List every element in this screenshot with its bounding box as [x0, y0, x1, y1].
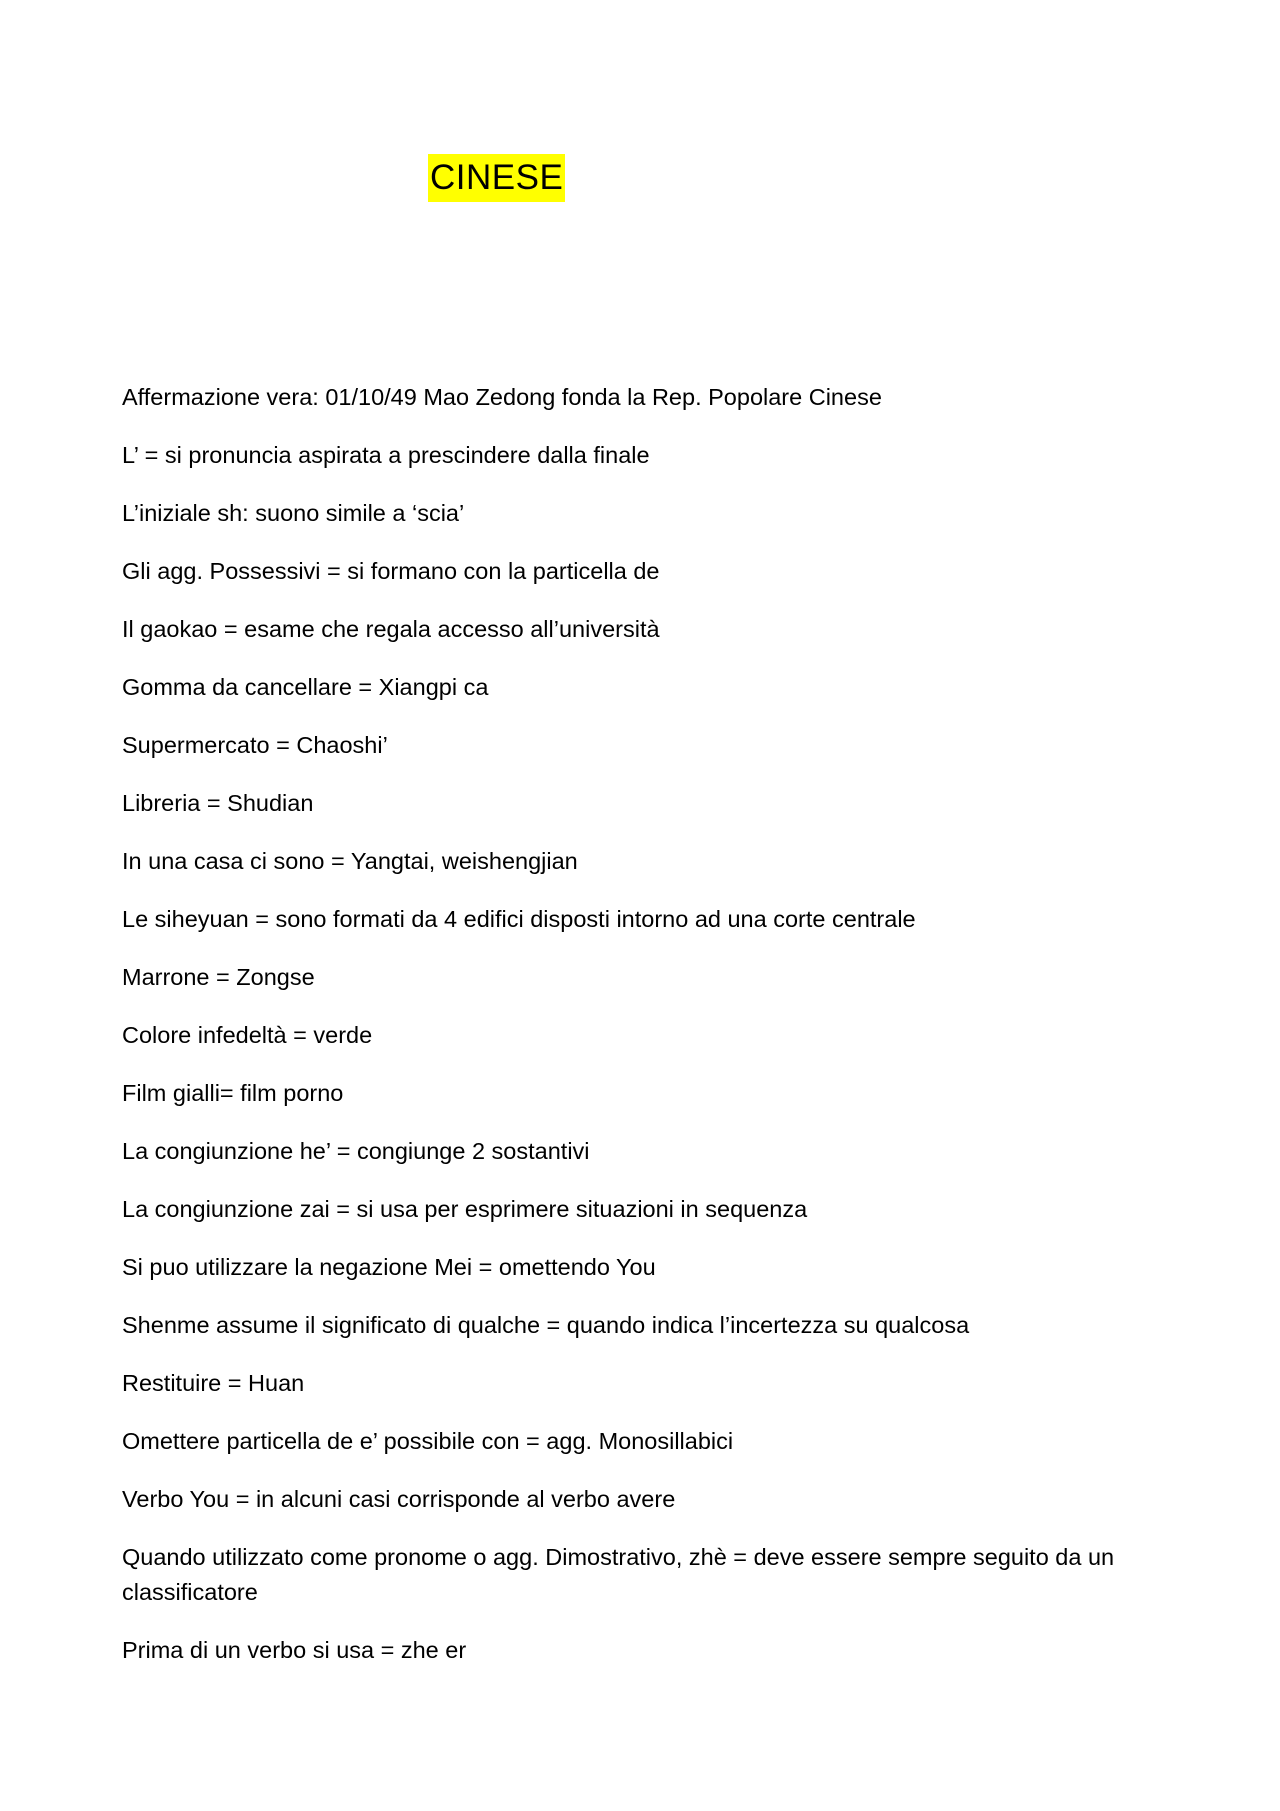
- notes-list: [122, 380, 1162, 1691]
- note-line: Supermercato = Chaoshi’: [122, 732, 388, 758]
- note-line: Verbo You = in alcuni casi corrisponde al verbo avere: [122, 1486, 676, 1512]
- note-line: Si puo utilizzare la negazione Mei = omettendo You: [122, 1254, 656, 1280]
- note-line: Prima di un verbo si usa = zhe er: [122, 1637, 467, 1663]
- note-line: L’iniziale sh: suono simile a ‘scia’: [122, 500, 465, 526]
- note-line: Shenme assume il significato di qualche = quando indica l’incertezza su qualcosa: [122, 1312, 970, 1338]
- document-title: CINESE: [428, 154, 565, 202]
- note-line: Libreria = Shudian: [122, 790, 314, 816]
- note-line: Colore infedeltà = verde: [122, 1022, 373, 1048]
- note-line: Affermazione vera: 01/10/49 Mao Zedong fonda la Rep. Popolare Cinese: [122, 384, 882, 410]
- note-line: Gomma da cancellare = Xiangpi ca: [122, 674, 489, 700]
- note-line: Restituire = Huan: [122, 1370, 305, 1396]
- note-line: L’ = si pronuncia aspirata a prescindere dalla finale: [122, 442, 650, 468]
- note-line: Quando utilizzato come pronome o agg. Dimostrativo, zhè = deve essere sempre seguito da un classificatore: [122, 1544, 1115, 1605]
- note-line: La congiunzione he’ = congiunge 2 sostantivi: [122, 1138, 590, 1164]
- note-line: In una casa ci sono = Yangtai, weishengjian: [122, 848, 578, 874]
- note-line: Marrone = Zongse: [122, 964, 315, 990]
- note-line: Le siheyuan = sono formati da 4 edifici disposti intorno ad una corte centrale: [122, 906, 916, 932]
- note-line: Gli agg. Possessivi = si formano con la particella de: [122, 558, 660, 584]
- note-line: Omettere particella de e’ possibile con = agg. Monosillabici: [122, 1428, 734, 1454]
- note-line: Film gialli= film porno: [122, 1080, 344, 1106]
- note-line: Il gaokao = esame che regala accesso all’università: [122, 616, 660, 642]
- note-line: La congiunzione zai = si usa per esprimere situazioni in sequenza: [122, 1196, 808, 1222]
